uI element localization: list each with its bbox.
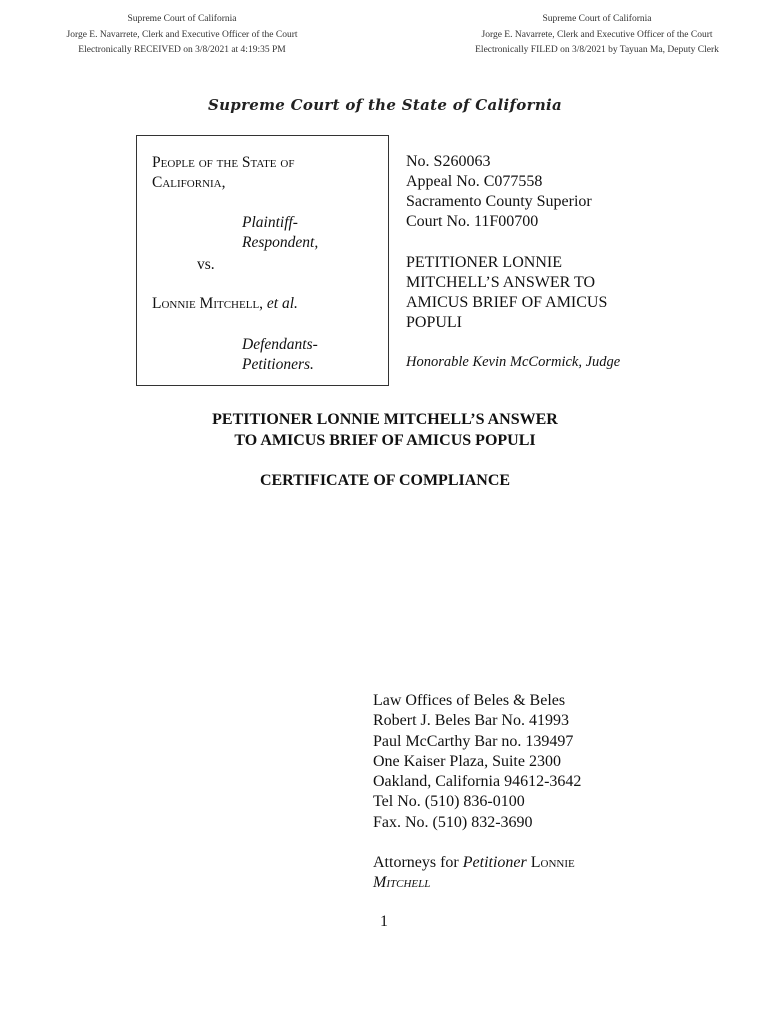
main-title-line2: TO AMICUS BRIEF OF AMICUS POPULI [234, 432, 536, 449]
filed-stamp [447, 12, 747, 59]
main-title-line1: PETITIONER LONNIE MITCHELL’S ANSWER [212, 411, 558, 428]
stamp-clerk: Jorge E. Navarrete, Clerk and Executive Officer of the Court [66, 29, 298, 40]
case-caption-box [136, 135, 389, 386]
superior-court-line2: Court No. 11F00700 [406, 213, 539, 230]
page-number: 1 [380, 913, 388, 930]
attorney-1: Robert J. Beles Bar No. 41993 [373, 712, 569, 730]
plaintiff-name-line1: People of the State of [152, 154, 295, 171]
defendant-suffix: et al. [266, 295, 298, 312]
address-line1: One Kaiser Plaza, Suite 2300 [373, 752, 561, 770]
court-title: Supreme Court of the State of California [207, 96, 563, 114]
defendant-role-line1: Defendants- [242, 336, 318, 353]
defendant-name-text: Lonnie Mitchell, [152, 295, 264, 312]
stamp-clerk: Jorge E. Navarrete, Clerk and Executive Officer of the Court [481, 29, 713, 40]
plaintiff-name-line2: California, [152, 174, 226, 191]
stamp-status: Electronically RECEIVED on 3/8/2021 at 4:19:35 PM [78, 45, 286, 55]
received-stamp [32, 12, 332, 59]
counsel-block [373, 691, 581, 894]
client-name-line2: Mitchell [373, 874, 431, 892]
document-title-line1: PETITIONER LONNIE [406, 254, 562, 271]
attorney-2: Paul McCarthy Bar no. 139497 [373, 732, 574, 750]
client-name-line1: Lonnie [530, 854, 575, 872]
client-role: Petitioner [462, 854, 527, 872]
telephone: Tel No. (510) 836-0100 [373, 793, 525, 811]
defendant-role-line2: Petitioners. [242, 356, 314, 373]
stamp-status: Electronically FILED on 3/8/2021 by Tayuan Ma, Deputy Clerk [475, 45, 719, 55]
document-title-line3: AMICUS BRIEF OF AMICUS [406, 294, 608, 311]
case-number: No. S260063 [406, 153, 491, 170]
stamp-court: Supreme Court of California [542, 14, 652, 24]
fax: Fax. No. (510) 832-3690 [373, 813, 533, 831]
attorneys-for-line1 [373, 853, 581, 873]
defendant-name [152, 294, 298, 314]
certificate-heading: CERTIFICATE OF COMPLIANCE [259, 472, 511, 489]
plaintiff-role-line2: Respondent, [242, 234, 319, 251]
appeal-number: Appeal No. C077558 [406, 173, 543, 190]
superior-court-line1: Sacramento County Superior [406, 193, 592, 210]
document-title-line4: POPULI [406, 314, 463, 331]
judge-name: Honorable Kevin McCormick, Judge [406, 354, 621, 370]
stamp-court: Supreme Court of California [127, 14, 237, 24]
versus: vs. [197, 256, 215, 273]
document-title-line2: MITCHELL’S ANSWER TO [406, 274, 596, 291]
firm-name: Law Offices of Beles & Beles [373, 692, 566, 709]
address-line2: Oakland, California 94612-3642 [373, 773, 582, 791]
attorneys-for-label: Attorneys for [373, 854, 459, 872]
plaintiff-role-line1: Plaintiff- [242, 214, 298, 231]
